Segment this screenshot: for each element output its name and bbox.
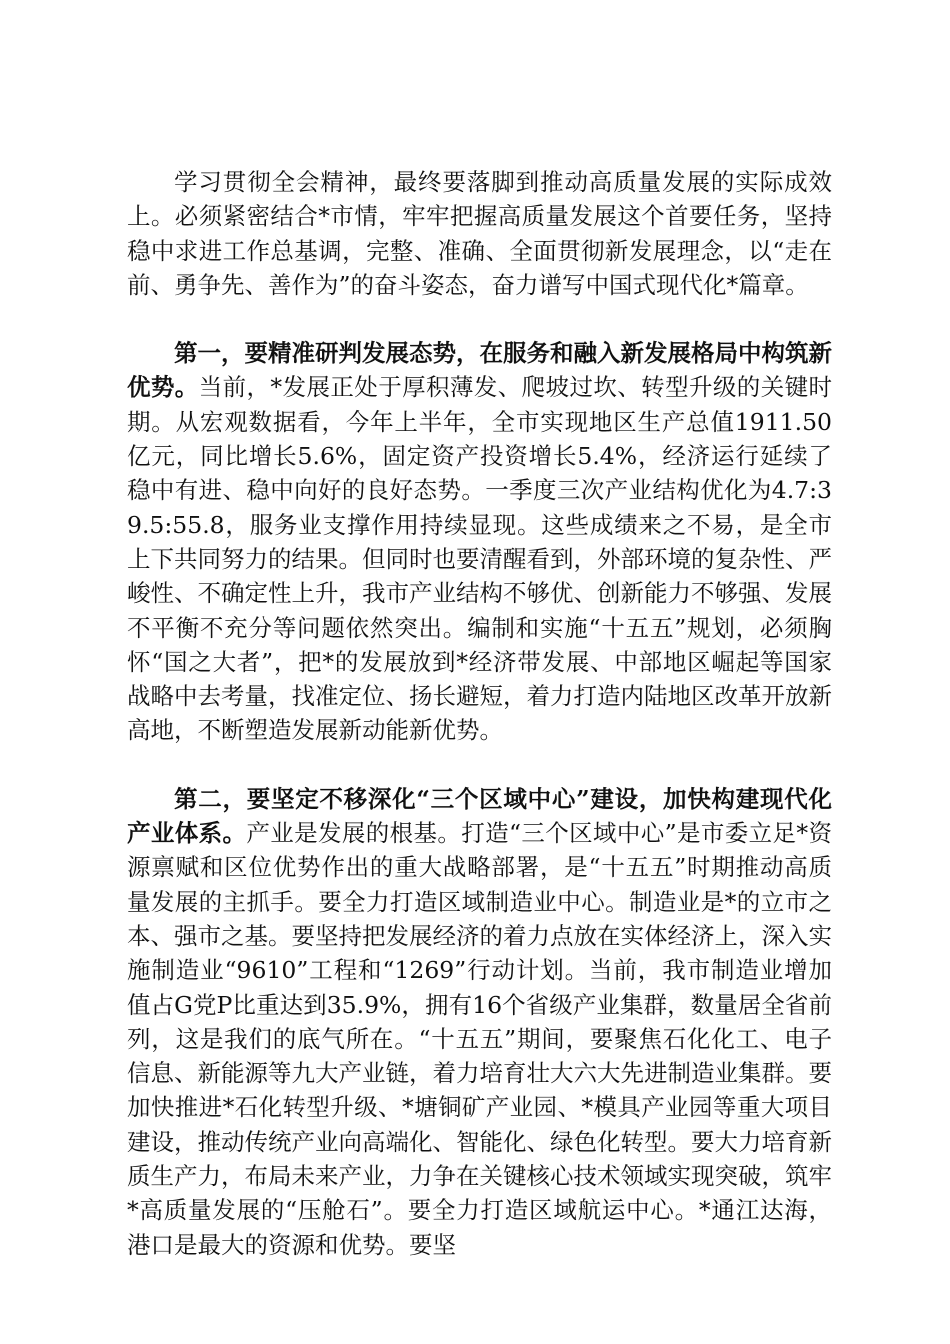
paragraph-second-point-text: 产业是发展的根基。打造“三个区域中心”是市委立足*资源禀赋和区位优势作出的重大战略部署，是“十五五”时期推动高质量发展的主抓手。要全力打造区域制造业中心。制造业是*的立市之本、强市之基。要坚持把发展经济的着力点放在实体经济上，深入实施制造业“9610”工程和“1269”行动计划。当前，我市制造业增加值占G党P比重达到35.9%，拥有16个省级产业集群，数量居全省前列，这是我们的底气所在。“十五五”期间，要聚焦石化化工、电子信息、新能源等九大产业链，着力培育壮大六大先进制造业集群。要加快推进*石化转型升级、*塘铜矿产业园、*模具产业园等重大项目建设，推动传统产业向高端化、智能化、绿色化转型。要大力培育新质生产力，布局未来产业，力争在关键核心技术领域实现突破，筑牢*高质量发展的“压舱石”。要全力打造区域航运中心。*通江达海，港口是最大的资源和优势。要坚 [127, 819, 833, 1259]
document-body [127, 165, 832, 1296]
paragraph-intro [127, 165, 832, 302]
paragraph-first-point-heading: 第一，要精准研判发展态势，在服务和融入新发展格局中构筑新优势。 [127, 339, 832, 402]
paragraph-first-point [127, 336, 832, 748]
paragraph-first-point-text: 当前，*发展正处于厚积薄发、爬坡过坎、转型升级的关键时期。从宏观数据看，今年上半年，全市实现地区生产总值1911.50亿元，同比增长5.6%，固定资产投资增长5.4%，经济运行延续了稳中有进、稳中向好的良好态势。一季度三次产业结构优化为4.7:39.5:55.8，服务业支撑作用持续显现。这些成绩来之不易，是全市上下共同努力的结果。但同时也要清醒看到，外部环境的复杂性、严峻性、不确定性上升，我市产业结构不够优、创新能力不够强、发展不平衡不充分等问题依然突出。编制和实施“十五五”规划，必须胸怀“国之大者”，把*的发展放到*经济带发展、中部地区崛起等国家战略中去考量，找准定位、扬长避短，着力打造内陆地区改革开放新高地，不断塑造发展新动能新优势。 [127, 373, 833, 745]
paragraph-second-point [127, 782, 832, 1262]
paragraph-intro-text: 学习贯彻全会精神，最终要落脚到推动高质量发展的实际成效上。必须紧密结合*市情，牢牢把握高质量发展这个首要任务，坚持稳中求进工作总基调，完整、准确、全面贯彻新发展理念，以“走在前、勇争先、善作为”的奋斗姿态，奋力谱写中国式现代化*篇章。 [127, 168, 832, 299]
paragraph-second-point-heading: 第二，要坚定不移深化“三个区域中心”建设，加快构建现代化产业体系。 [127, 784, 832, 848]
